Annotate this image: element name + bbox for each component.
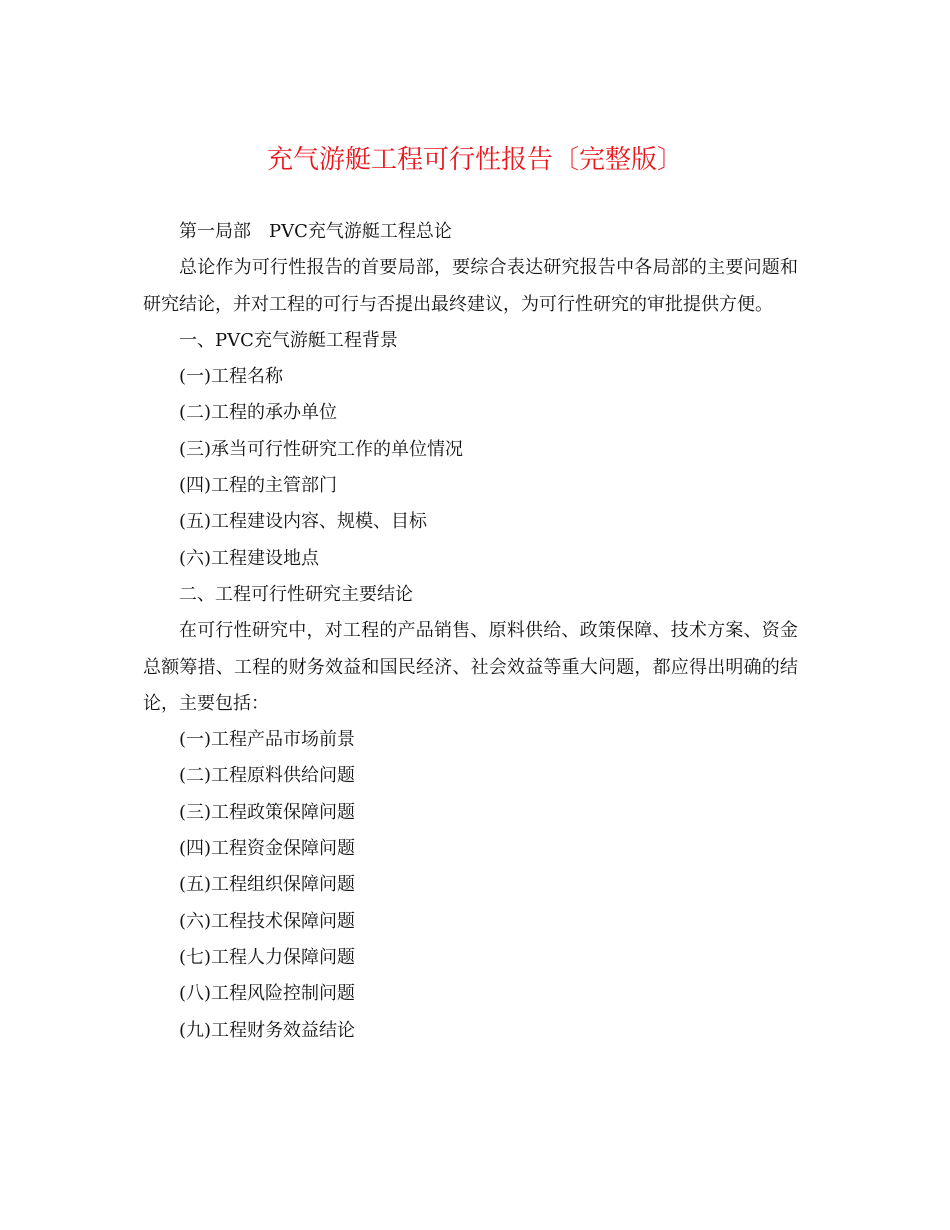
list-item: (七)工程人力保障问题	[179, 946, 356, 968]
list-item: (三)工程政策保障问题	[179, 801, 356, 823]
list-item: (四)工程资金保障问题	[179, 838, 356, 860]
list-item: (二)工程原料供给问题	[179, 765, 356, 787]
list-item: (三)承当可行性研究工作的单位情况	[179, 438, 464, 460]
list-item: (四)工程的主管部门	[179, 475, 338, 497]
list-item: (五)工程建设内容、规模、目标	[179, 511, 428, 533]
list-item: (一)工程名称	[179, 366, 284, 388]
list-item: (九)工程财务效益结论	[179, 1019, 356, 1041]
list-item: (一)工程产品市场前景	[179, 729, 356, 751]
section-heading-part-one: 第一局部 PVC充气游艇工程总论	[179, 221, 452, 242]
list-item: (五)工程组织保障问题	[179, 874, 356, 896]
list-item: (六)工程技术保障问题	[179, 910, 356, 932]
document-body	[143, 214, 798, 1049]
conclusions-paragraph: 在可行性研究中，对工程的产品销售、原料供给、政策保障、技术方案、资金总额筹措、工程的财务效益和国民经济、社会效益等重大问题，都应得出明确的结论，主要包括：	[143, 620, 798, 714]
section-heading-background: 一、PVC充气游艇工程背景	[179, 329, 398, 351]
list-item: (二)工程的承办单位	[179, 402, 338, 424]
section-heading-conclusions: 二、工程可行性研究主要结论	[179, 583, 413, 605]
list-item: (六)工程建设地点	[179, 547, 320, 569]
document-title: 充气游艇工程可行性报告〔完整版〕	[266, 145, 683, 175]
overview-paragraph: 总论作为可行性报告的首要局部，要综合表达研究报告中各局部的主要问题和研究结论，并对工程的可行与否提出最终建议，为可行性研究的审批提供方便。	[143, 257, 798, 315]
list-item: (八)工程风险控制问题	[179, 983, 356, 1005]
